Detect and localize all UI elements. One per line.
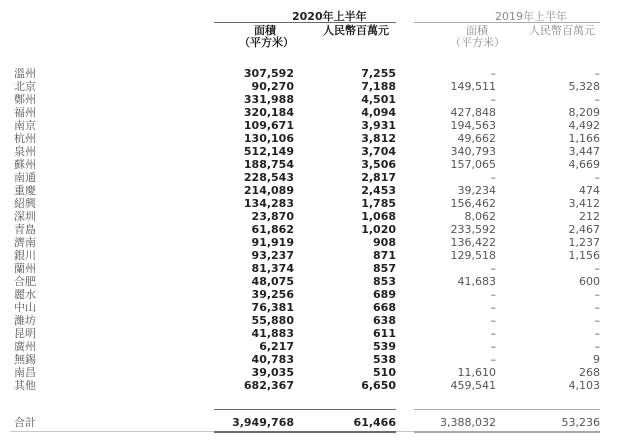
rmb-2019: 4,669 xyxy=(568,158,600,171)
city-name: 無錫 xyxy=(14,353,36,366)
city-name: 濰坊 xyxy=(14,314,36,327)
area-2019: 340,793 xyxy=(450,145,496,158)
rmb-2019: 3,412 xyxy=(568,197,600,210)
city-name: 廣州 xyxy=(14,340,36,353)
city-name: 鄭州 xyxy=(14,93,36,106)
rmb-2019: 3,447 xyxy=(568,145,600,158)
area-2020: 23,870 xyxy=(251,210,294,223)
area-2020: 682,367 xyxy=(243,379,294,392)
city-name: 麗水 xyxy=(14,288,36,301)
city-name: 南京 xyxy=(14,119,36,132)
rmb-2019: – xyxy=(594,262,600,275)
area-2020: 130,106 xyxy=(243,132,294,145)
city-name: 蘇州 xyxy=(14,158,36,171)
rmb-2019: 9 xyxy=(593,353,600,366)
city-name: 濟南 xyxy=(14,236,36,249)
total-rmb-2020: 61,466 xyxy=(353,416,396,429)
area-2020: 41,883 xyxy=(251,327,294,340)
area-2020: 188,754 xyxy=(243,158,294,171)
rmb-2019: – xyxy=(594,67,600,80)
rmb-2020: 4,094 xyxy=(361,106,396,119)
total-separator-2020 xyxy=(214,409,396,410)
rmb-2020: 3,704 xyxy=(361,145,396,158)
city-name: 蘭州 xyxy=(14,262,36,275)
area-2020: 48,075 xyxy=(251,275,294,288)
area-2020: 91,919 xyxy=(251,236,294,249)
table-row xyxy=(0,275,638,288)
area-2020: 228,543 xyxy=(243,171,294,184)
area-2020: 320,184 xyxy=(243,106,294,119)
area-2019: – xyxy=(490,288,496,301)
area-2020: 90,270 xyxy=(251,80,294,93)
area-2019: – xyxy=(490,67,496,80)
area-2019: – xyxy=(490,93,496,106)
table-row xyxy=(0,262,638,275)
table-row xyxy=(0,158,638,171)
rmb-2020: 6,650 xyxy=(361,379,396,392)
city-name: 紹興 xyxy=(14,197,36,210)
table-row xyxy=(0,145,638,158)
header-2020-rmb-label: 人民幣百萬元 xyxy=(323,24,389,37)
city-name: 中山 xyxy=(14,301,36,314)
table-row xyxy=(0,106,638,119)
area-2019: – xyxy=(490,301,496,314)
area-2019: – xyxy=(490,340,496,353)
rmb-2020: 689 xyxy=(373,288,396,301)
rmb-2020: 638 xyxy=(373,314,396,327)
area-2019: 136,422 xyxy=(450,236,496,249)
city-name: 其他 xyxy=(14,379,36,392)
rmb-2019: – xyxy=(594,171,600,184)
rmb-2019: 212 xyxy=(579,210,600,223)
area-2019: 49,662 xyxy=(457,132,496,145)
area-2020: 134,283 xyxy=(243,197,294,210)
area-2020: 76,381 xyxy=(251,301,294,314)
table-row xyxy=(0,379,638,392)
area-2019: – xyxy=(490,171,496,184)
area-2020: 512,149 xyxy=(243,145,294,158)
header-year-2020: 2020年上半年 xyxy=(292,10,367,23)
rmb-2020: 1,020 xyxy=(361,223,396,236)
total-label: 合計 xyxy=(14,416,36,429)
area-2020: 40,783 xyxy=(251,353,294,366)
rmb-2020: 908 xyxy=(373,236,396,249)
rmb-2019: – xyxy=(594,301,600,314)
city-name: 深圳 xyxy=(14,210,36,223)
city-name: 北京 xyxy=(14,80,36,93)
area-2019: 427,848 xyxy=(450,106,496,119)
rmb-2019: 600 xyxy=(579,275,600,288)
rmb-2019: 4,492 xyxy=(568,119,600,132)
rmb-2020: 7,188 xyxy=(361,80,396,93)
city-name: 南通 xyxy=(14,171,36,184)
total-rmb-2019: 53,236 xyxy=(561,416,600,429)
area-2019: – xyxy=(490,262,496,275)
rmb-2020: 3,931 xyxy=(361,119,396,132)
table-row xyxy=(0,171,638,184)
area-2020: 81,374 xyxy=(251,262,294,275)
rmb-2019: – xyxy=(594,340,600,353)
area-2020: 214,089 xyxy=(243,184,294,197)
area-2020: 61,862 xyxy=(251,223,294,236)
rmb-2019: – xyxy=(594,93,600,106)
rmb-2020: 539 xyxy=(373,340,396,353)
area-2020: 307,592 xyxy=(243,67,294,80)
total-bottom-rule-2019 xyxy=(414,431,600,433)
rmb-2019: – xyxy=(594,288,600,301)
total-bottom-rule-2020 xyxy=(214,431,396,433)
area-2019: 459,541 xyxy=(450,379,496,392)
rmb-2020: 2,453 xyxy=(361,184,396,197)
table-row xyxy=(0,197,638,210)
total-area-2020: 3,949,768 xyxy=(232,416,294,429)
rmb-2019: 1,237 xyxy=(568,236,600,249)
area-2020: 331,988 xyxy=(243,93,294,106)
city-name: 重慶 xyxy=(14,184,36,197)
city-name: 泉州 xyxy=(14,145,36,158)
table-row xyxy=(0,249,638,262)
data-table xyxy=(0,67,638,392)
rmb-2019: 8,209 xyxy=(568,106,600,119)
rmb-2020: 1,068 xyxy=(361,210,396,223)
area-2019: 233,592 xyxy=(450,223,496,236)
total-area-2019: 3,388,032 xyxy=(440,416,496,429)
rmb-2020: 510 xyxy=(373,366,396,379)
rmb-2020: 538 xyxy=(373,353,396,366)
area-2019: 8,062 xyxy=(464,210,496,223)
table-row xyxy=(0,80,638,93)
city-name: 昆明 xyxy=(14,327,36,340)
city-name: 杭州 xyxy=(14,132,36,145)
area-2019: – xyxy=(490,327,496,340)
area-2019: 129,518 xyxy=(450,249,496,262)
table-row xyxy=(0,223,638,236)
rmb-2019: 1,156 xyxy=(568,249,600,262)
table-row xyxy=(0,327,638,340)
area-2019: 194,563 xyxy=(450,119,496,132)
city-name: 福州 xyxy=(14,106,36,119)
area-2020: 109,671 xyxy=(243,119,294,132)
rmb-2020: 1,785 xyxy=(361,197,396,210)
table-row xyxy=(0,236,638,249)
area-2020: 93,237 xyxy=(251,249,294,262)
table-row xyxy=(0,184,638,197)
rmb-2019: – xyxy=(594,314,600,327)
rmb-2019: 4,103 xyxy=(568,379,600,392)
rmb-2020: 3,812 xyxy=(361,132,396,145)
header-year-2019: 2019年上半年 xyxy=(495,10,567,23)
rmb-2020: 7,255 xyxy=(361,67,396,80)
area-2020: 39,035 xyxy=(251,366,294,379)
table-row xyxy=(0,314,638,327)
rmb-2019: 5,328 xyxy=(568,80,600,93)
rmb-2020: 4,501 xyxy=(361,93,396,106)
area-2019: 156,462 xyxy=(450,197,496,210)
rmb-2019: 268 xyxy=(579,366,600,379)
area-2019: – xyxy=(490,353,496,366)
rmb-2020: 668 xyxy=(373,301,396,314)
header-2020-area-unit: （平方米） xyxy=(239,36,294,49)
city-name: 溫州 xyxy=(14,67,36,80)
table-row xyxy=(0,288,638,301)
table-row xyxy=(0,119,638,132)
rmb-2019: 2,467 xyxy=(568,223,600,236)
table-row xyxy=(0,93,638,106)
area-2019: – xyxy=(490,314,496,327)
table-row xyxy=(0,353,638,366)
table-row xyxy=(0,301,638,314)
header-2020-area-label: 面積 xyxy=(254,24,276,37)
rmb-2019: – xyxy=(594,327,600,340)
city-name: 合肥 xyxy=(14,275,36,288)
area-2019: 149,511 xyxy=(450,80,496,93)
rmb-2020: 2,817 xyxy=(361,171,396,184)
area-2019: 41,683 xyxy=(457,275,496,288)
area-2019: 157,065 xyxy=(450,158,496,171)
area-2020: 55,880 xyxy=(251,314,294,327)
area-2019: 39,234 xyxy=(457,184,496,197)
header-2019-area-unit: （平方米） xyxy=(450,36,505,49)
area-2020: 6,217 xyxy=(259,340,294,353)
table-row xyxy=(0,210,638,223)
rmb-2020: 3,506 xyxy=(361,158,396,171)
header-2019-area-label: 面積 xyxy=(466,24,488,37)
area-2020: 39,256 xyxy=(251,288,294,301)
table-row xyxy=(0,340,638,353)
table-row xyxy=(0,366,638,379)
city-name: 青島 xyxy=(14,223,36,236)
table-row xyxy=(0,67,638,80)
city-name: 銀川 xyxy=(14,249,36,262)
area-2019: 11,610 xyxy=(457,366,496,379)
rmb-2019: 1,166 xyxy=(568,132,600,145)
header-2019-rmb-label: 人民幣百萬元 xyxy=(529,24,595,37)
rmb-2019: 474 xyxy=(579,184,600,197)
total-separator-2019 xyxy=(414,409,600,410)
rmb-2020: 853 xyxy=(373,275,396,288)
rmb-2020: 611 xyxy=(373,327,396,340)
table-row xyxy=(0,132,638,145)
rmb-2020: 857 xyxy=(373,262,396,275)
rmb-2020: 871 xyxy=(373,249,396,262)
city-name: 南昌 xyxy=(14,366,36,379)
